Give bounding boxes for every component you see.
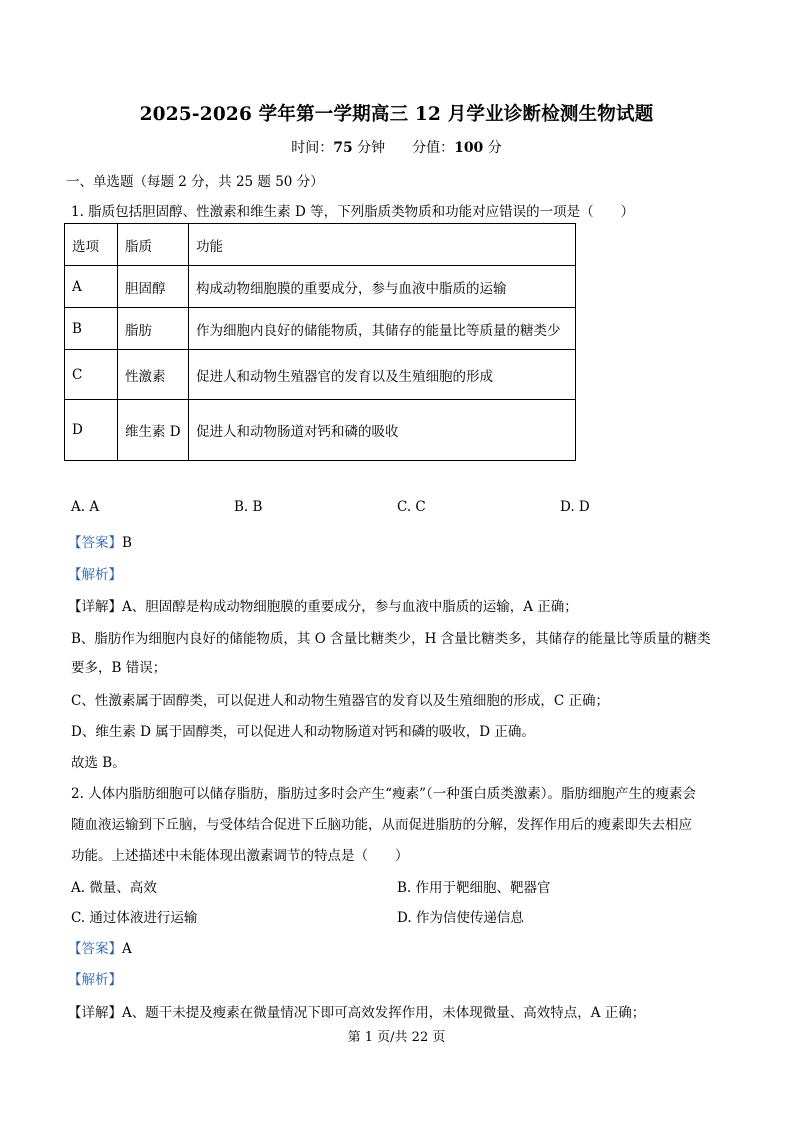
table-cell: 性激素: [118, 350, 189, 400]
detail-text: A、胆固醇是构成动物细胞膜的重要成分，参与血液中脂质的运输，A 正确；: [122, 599, 578, 615]
detail-text: A、题干未提及瘦素在微量情况下即可高效发挥作用，未体现微量、高效特点，A 正确；: [122, 1005, 646, 1021]
question-1-option-a[interactable]: A. A: [71, 499, 100, 515]
table-cell: 构成动物细胞膜的重要成分，参与血液中脂质的运输: [189, 266, 576, 308]
detail-tag: 【详解】: [68, 599, 122, 615]
exam-meta: [0, 137, 793, 157]
analysis-tag: 【解析】: [68, 972, 122, 988]
question-2-detail-line: [68, 1001, 645, 1021]
question-1-option-c[interactable]: C. C: [397, 499, 426, 515]
table-cell: 促进人和动物生殖器官的发育以及生殖细胞的形成: [189, 350, 576, 400]
question-1-analysis: [68, 563, 122, 583]
table-cell: 脂肪: [118, 308, 189, 350]
table-row: [65, 350, 576, 400]
question-1-detail-line: 故选 B。: [71, 755, 126, 771]
time-value: 75: [333, 140, 353, 156]
question-1-table: [64, 223, 576, 461]
table-row: [65, 308, 576, 350]
table-header-cell: 选项: [65, 224, 118, 266]
question-1-detail-line: B、脂肪作为细胞内良好的储能物质，其 O 含量比糖类少，H 含量比糖类多，其储存的能量比等质量的糖类: [71, 631, 711, 647]
table-cell: B: [65, 308, 118, 350]
score-label: 分值：: [412, 140, 455, 156]
question-2-option-c[interactable]: C. 通过体液进行运输: [71, 910, 198, 926]
question-2-stem-line: 2. 人体内脂肪细胞可以储存脂肪，脂肪过多时会产生“瘦素”（一种蛋白质类激素）。脂肪细胞产生的瘦素会: [71, 786, 696, 802]
page-title: 2025-2026 学年第一学期高三 12 月学业诊断检测生物试题: [139, 104, 654, 125]
answer-tag: 【答案】: [68, 535, 122, 551]
table-header-row: [65, 224, 576, 266]
answer-value: B: [122, 535, 132, 551]
detail-tag: 【详解】: [68, 1005, 122, 1021]
table-header-cell: 功能: [189, 224, 576, 266]
score-value: 100: [454, 140, 484, 156]
question-1-option-b[interactable]: B. B: [234, 499, 263, 515]
table-row: [65, 400, 576, 461]
table-cell: 促进人和动物肠道对钙和磷的吸收: [189, 400, 576, 461]
question-1-detail-line: 要多，B 错误；: [71, 660, 167, 676]
answer-tag: 【答案】: [68, 941, 122, 957]
question-1-stem: 1. 脂质包括胆固醇、性激素和维生素 D 等，下列脂质类物质和功能对应错误的一项是（ ）: [71, 204, 635, 220]
table-cell: D: [65, 400, 118, 461]
question-2-answer: [68, 937, 132, 957]
question-1-detail-line: C、性激素属于固醇类，可以促进人和动物生殖器官的发育以及生殖细胞的形成，C 正确；: [71, 693, 609, 709]
section-heading: 一、单选题（每题 2 分，共 25 题 50 分）: [66, 174, 324, 190]
answer-value: A: [122, 941, 132, 957]
question-2-stem-line: 功能。上述描述中未能体现出激素调节的特点是（ ）: [71, 848, 409, 864]
question-2-stem-line: 随血液运输到下丘脑，与受体结合促进下丘脑功能，从而促进脂肪的分解，发挥作用后的瘦素即失去相应: [71, 817, 692, 833]
score-unit: 分: [483, 140, 502, 156]
page-number: 第 1 页/共 22 页: [347, 1030, 446, 1045]
table-row: [65, 266, 576, 308]
time-label: 时间：: [291, 140, 334, 156]
question-1-answer: [68, 531, 132, 551]
table-cell: 胆固醇: [118, 266, 189, 308]
question-1-option-d[interactable]: D. D: [560, 499, 590, 515]
table-cell: C: [65, 350, 118, 400]
question-2-option-b[interactable]: B. 作用于靶细胞、靶器官: [397, 880, 551, 896]
table-cell: 维生素 D: [118, 400, 189, 461]
question-2-option-d[interactable]: D. 作为信使传递信息: [397, 910, 524, 926]
analysis-tag: 【解析】: [68, 567, 122, 583]
time-unit: 分钟: [352, 140, 386, 156]
question-2-analysis: [68, 968, 122, 988]
question-2-option-a[interactable]: A. 微量、高效: [71, 880, 157, 896]
table-header-cell: 脂质: [118, 224, 189, 266]
table-cell: A: [65, 266, 118, 308]
question-1-detail-line: [68, 595, 578, 615]
question-1-detail-line: D、维生素 D 属于固醇类，可以促进人和动物肠道对钙和磷的吸收，D 正确。: [71, 724, 535, 740]
table-cell: 作为细胞内良好的储能物质，其储存的能量比等质量的糖类少: [189, 308, 576, 350]
